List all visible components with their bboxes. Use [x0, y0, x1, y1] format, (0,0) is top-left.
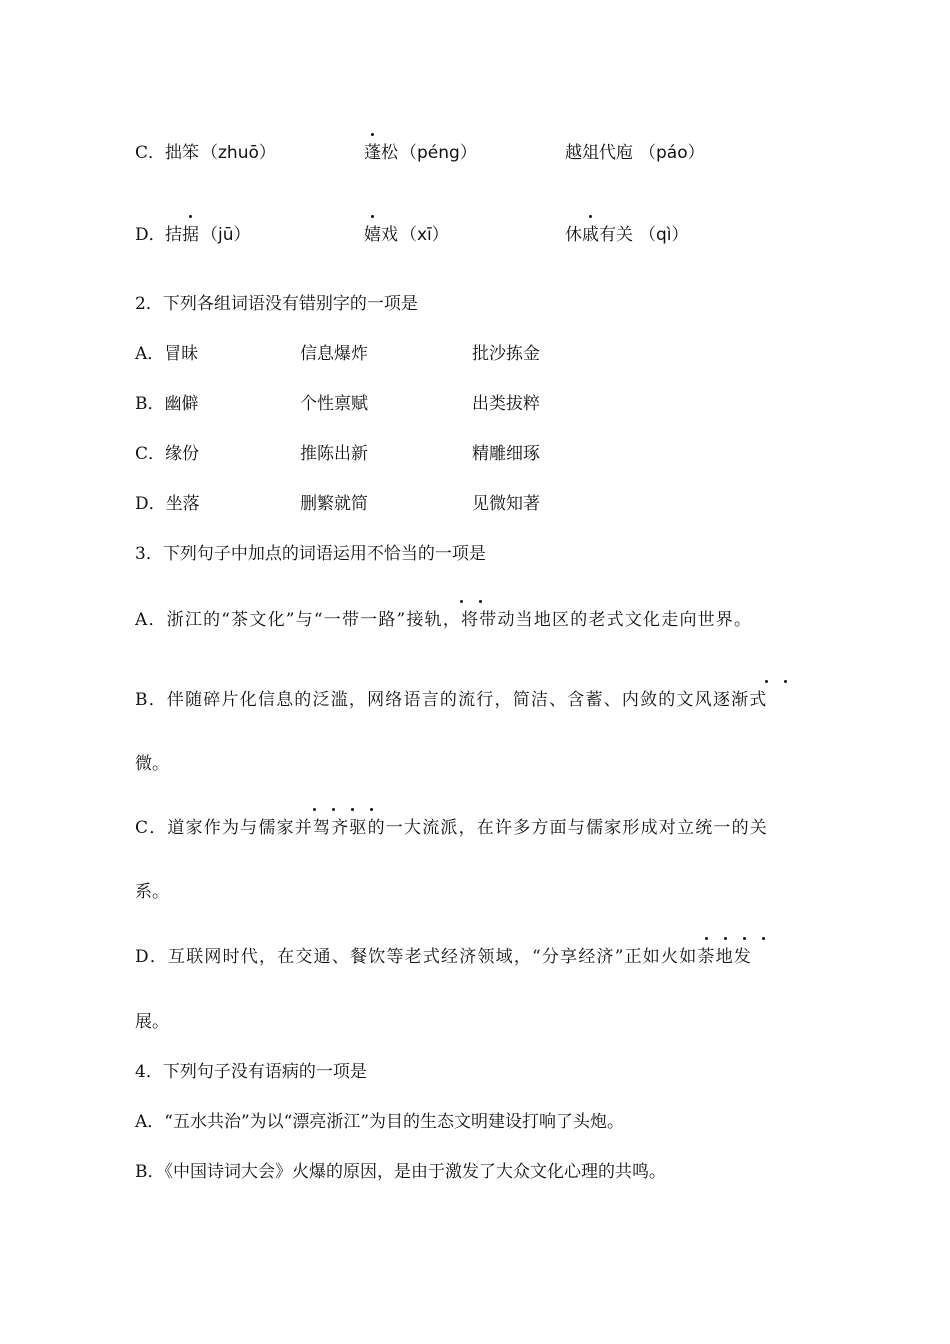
q2-a-word-2: 信息爆炸 — [300, 344, 368, 364]
emphasis-dot — [189, 215, 192, 218]
q3-option-b-line-1: B．伴随碎片化信息的泛滥，网络语言的流行，简洁、含蓄、内敛的文风逐渐式 — [135, 690, 768, 710]
q2-c-word-3: 精雕细琢 — [472, 444, 540, 464]
emphasis-dot — [724, 937, 727, 940]
emphasis-dot — [371, 133, 374, 136]
q3-option-d-line-1: D．互联网时代，在交通、餐饮等老式经济领域，“分享经济”正如火如荼地发 — [135, 947, 753, 967]
emphasis-dot — [705, 937, 708, 940]
q1-d-word-1: 拮据 — [165, 225, 199, 245]
q2-d-word-3: 见微知著 — [472, 494, 540, 514]
q2-c-label: C．缘份 — [135, 444, 200, 464]
q2-c-word-2: 推陈出新 — [300, 444, 368, 464]
q1-c-pinyin-1: （zhuō） — [201, 143, 276, 163]
q2-b-word-2: 个性禀赋 — [300, 394, 368, 414]
q1-d-label: D． — [135, 225, 166, 245]
emphasis-dot — [332, 808, 335, 811]
q1-c-pinyin-3: （páo） — [639, 143, 705, 163]
q3-stem: 3．下列句子中加点的词语运用不恰当的一项是 — [135, 544, 486, 564]
q3-option-a: A．浙江的“茶文化”与“一带一路”接轨，将带动当地区的老式文化走向世界。 — [135, 610, 753, 630]
q4-option-b: B．《中国诗词大会》火爆的原因，是由于激发了大众文化心理的共鸣。 — [135, 1162, 666, 1182]
q2-stem: 2．下列各组词语没有错别字的一项是 — [135, 294, 418, 314]
q2-b-label: B．幽僻 — [135, 394, 199, 414]
q1-d-pinyin-3: （qì） — [639, 225, 689, 245]
q4-option-a: A．“五水共治”为以“漂亮浙江”为目的生态文明建设打响了头炮。 — [135, 1112, 625, 1132]
q1-d-word-2: 嬉戏 — [364, 225, 398, 245]
q2-a-word-3: 批沙拣金 — [472, 344, 540, 364]
emphasis-dot — [743, 937, 746, 940]
q1-d-pinyin-1: （jū） — [201, 225, 251, 245]
q1-c-word-3: 越俎代庖 — [565, 143, 633, 163]
q1-c-word-2: 蓬松 — [364, 143, 398, 163]
q2-d-word-2: 删繁就简 — [300, 494, 368, 514]
q3-option-c-line-1: C．道家作为与儒家并驾齐驱的一大流派，在许多方面与儒家形成对立统一的关 — [135, 818, 769, 838]
emphasis-dot — [370, 808, 373, 811]
q3-option-c-line-2: 系。 — [135, 882, 169, 902]
emphasis-dot — [479, 600, 482, 603]
q2-b-word-3: 出类拔粹 — [472, 394, 540, 414]
q2-a-label: A．冒昧 — [135, 344, 199, 364]
emphasis-dot — [313, 808, 316, 811]
emphasis-dot — [371, 215, 374, 218]
emphasis-dot — [589, 215, 592, 218]
emphasis-dot — [351, 808, 354, 811]
emphasis-dot — [762, 937, 765, 940]
q2-d-label: D．坐落 — [135, 494, 200, 514]
q3-option-d-line-2: 展。 — [135, 1012, 169, 1032]
q1-c-label: C． — [135, 143, 166, 163]
q1-c-pinyin-2: （péng） — [400, 143, 477, 163]
q3-option-b-line-2: 微。 — [135, 754, 169, 774]
emphasis-dot — [460, 600, 463, 603]
q1-c-word-1: 拙笨 — [165, 143, 199, 163]
q1-d-pinyin-2: （xī） — [400, 225, 449, 245]
emphasis-dot — [765, 680, 768, 683]
q4-stem: 4．下列句子没有语病的一项是 — [135, 1062, 367, 1082]
q1-d-word-3: 休戚有关 — [565, 225, 633, 245]
emphasis-dot — [784, 680, 787, 683]
